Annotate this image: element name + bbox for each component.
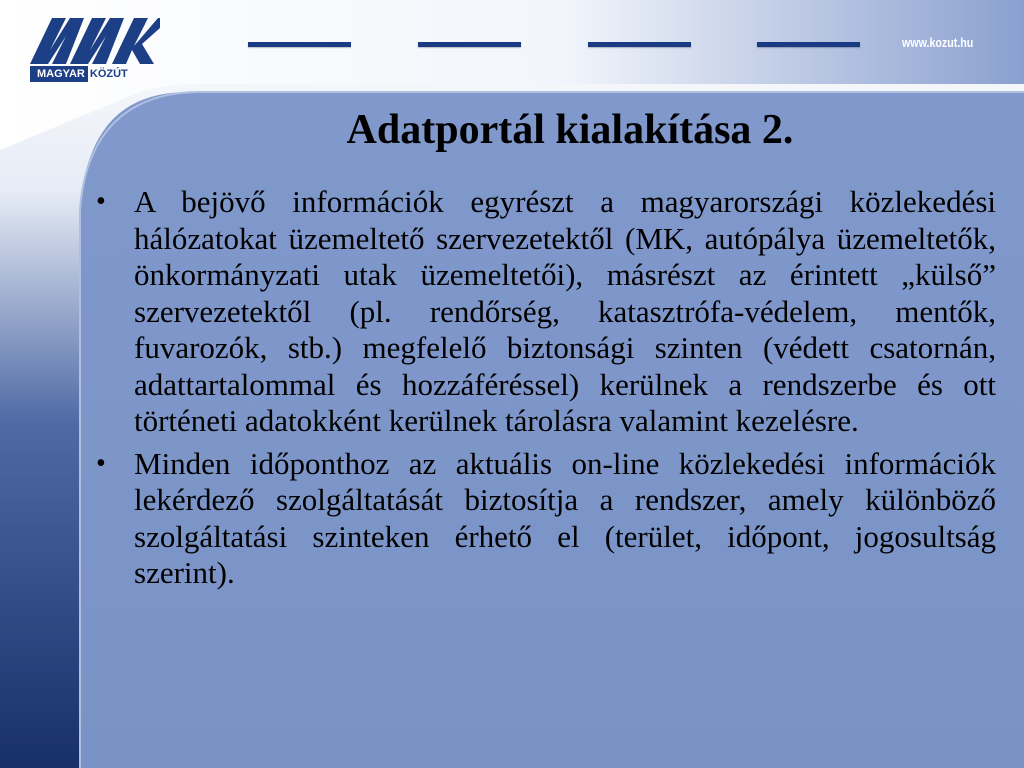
mk-logo-icon	[30, 14, 160, 66]
bullet-marker: •	[96, 447, 106, 479]
header-bar-1	[248, 42, 351, 47]
logo-wordmark	[30, 66, 160, 82]
bullet-marker: •	[96, 186, 106, 217]
bullet-item-1	[96, 184, 996, 440]
website-url: www.kozut.hu	[902, 35, 974, 50]
logo-text-kozut: KÖZÚT	[89, 68, 128, 80]
magyar-kozut-logo	[30, 14, 160, 86]
bullet-list	[96, 184, 996, 598]
slide-title: Adatportál kialakítása 2.	[346, 107, 794, 153]
header-bar-3	[588, 42, 691, 47]
header-bar-4	[757, 42, 860, 47]
bullet-text: Minden időponthoz az aktuális on-line közlekedési információk lekérdező szolgáltatását biztosítja a rendszer, amely különböző szolgáltatási szinteken érhető el (terület, időpont, jogosultság szerint).	[134, 445, 996, 590]
header-decoration	[248, 42, 860, 48]
header-bar-2	[418, 42, 521, 47]
logo-text-magyar: MAGYAR	[30, 66, 88, 82]
bullet-text: A bejövő információk egyrészt a magyarországi közlekedési hálózatokat üzemeltető szervezetektől (MK, autópálya üzemeltetők, önkormányzati utak üzemeltetői), másrészt az érintett „külső” szervezetektől (pl. rendőrség, katasztrófa-védelem, mentők, fuvarozók, stb.) megfelelő biztonsági szinten (védett csatornán, adattartalommal és hozzáféréssel) kerülnek a rendszerbe és ott történeti adatokként kerülnek tárolásra valamint kezelésre.	[134, 184, 996, 438]
bullet-item-2	[96, 446, 996, 592]
